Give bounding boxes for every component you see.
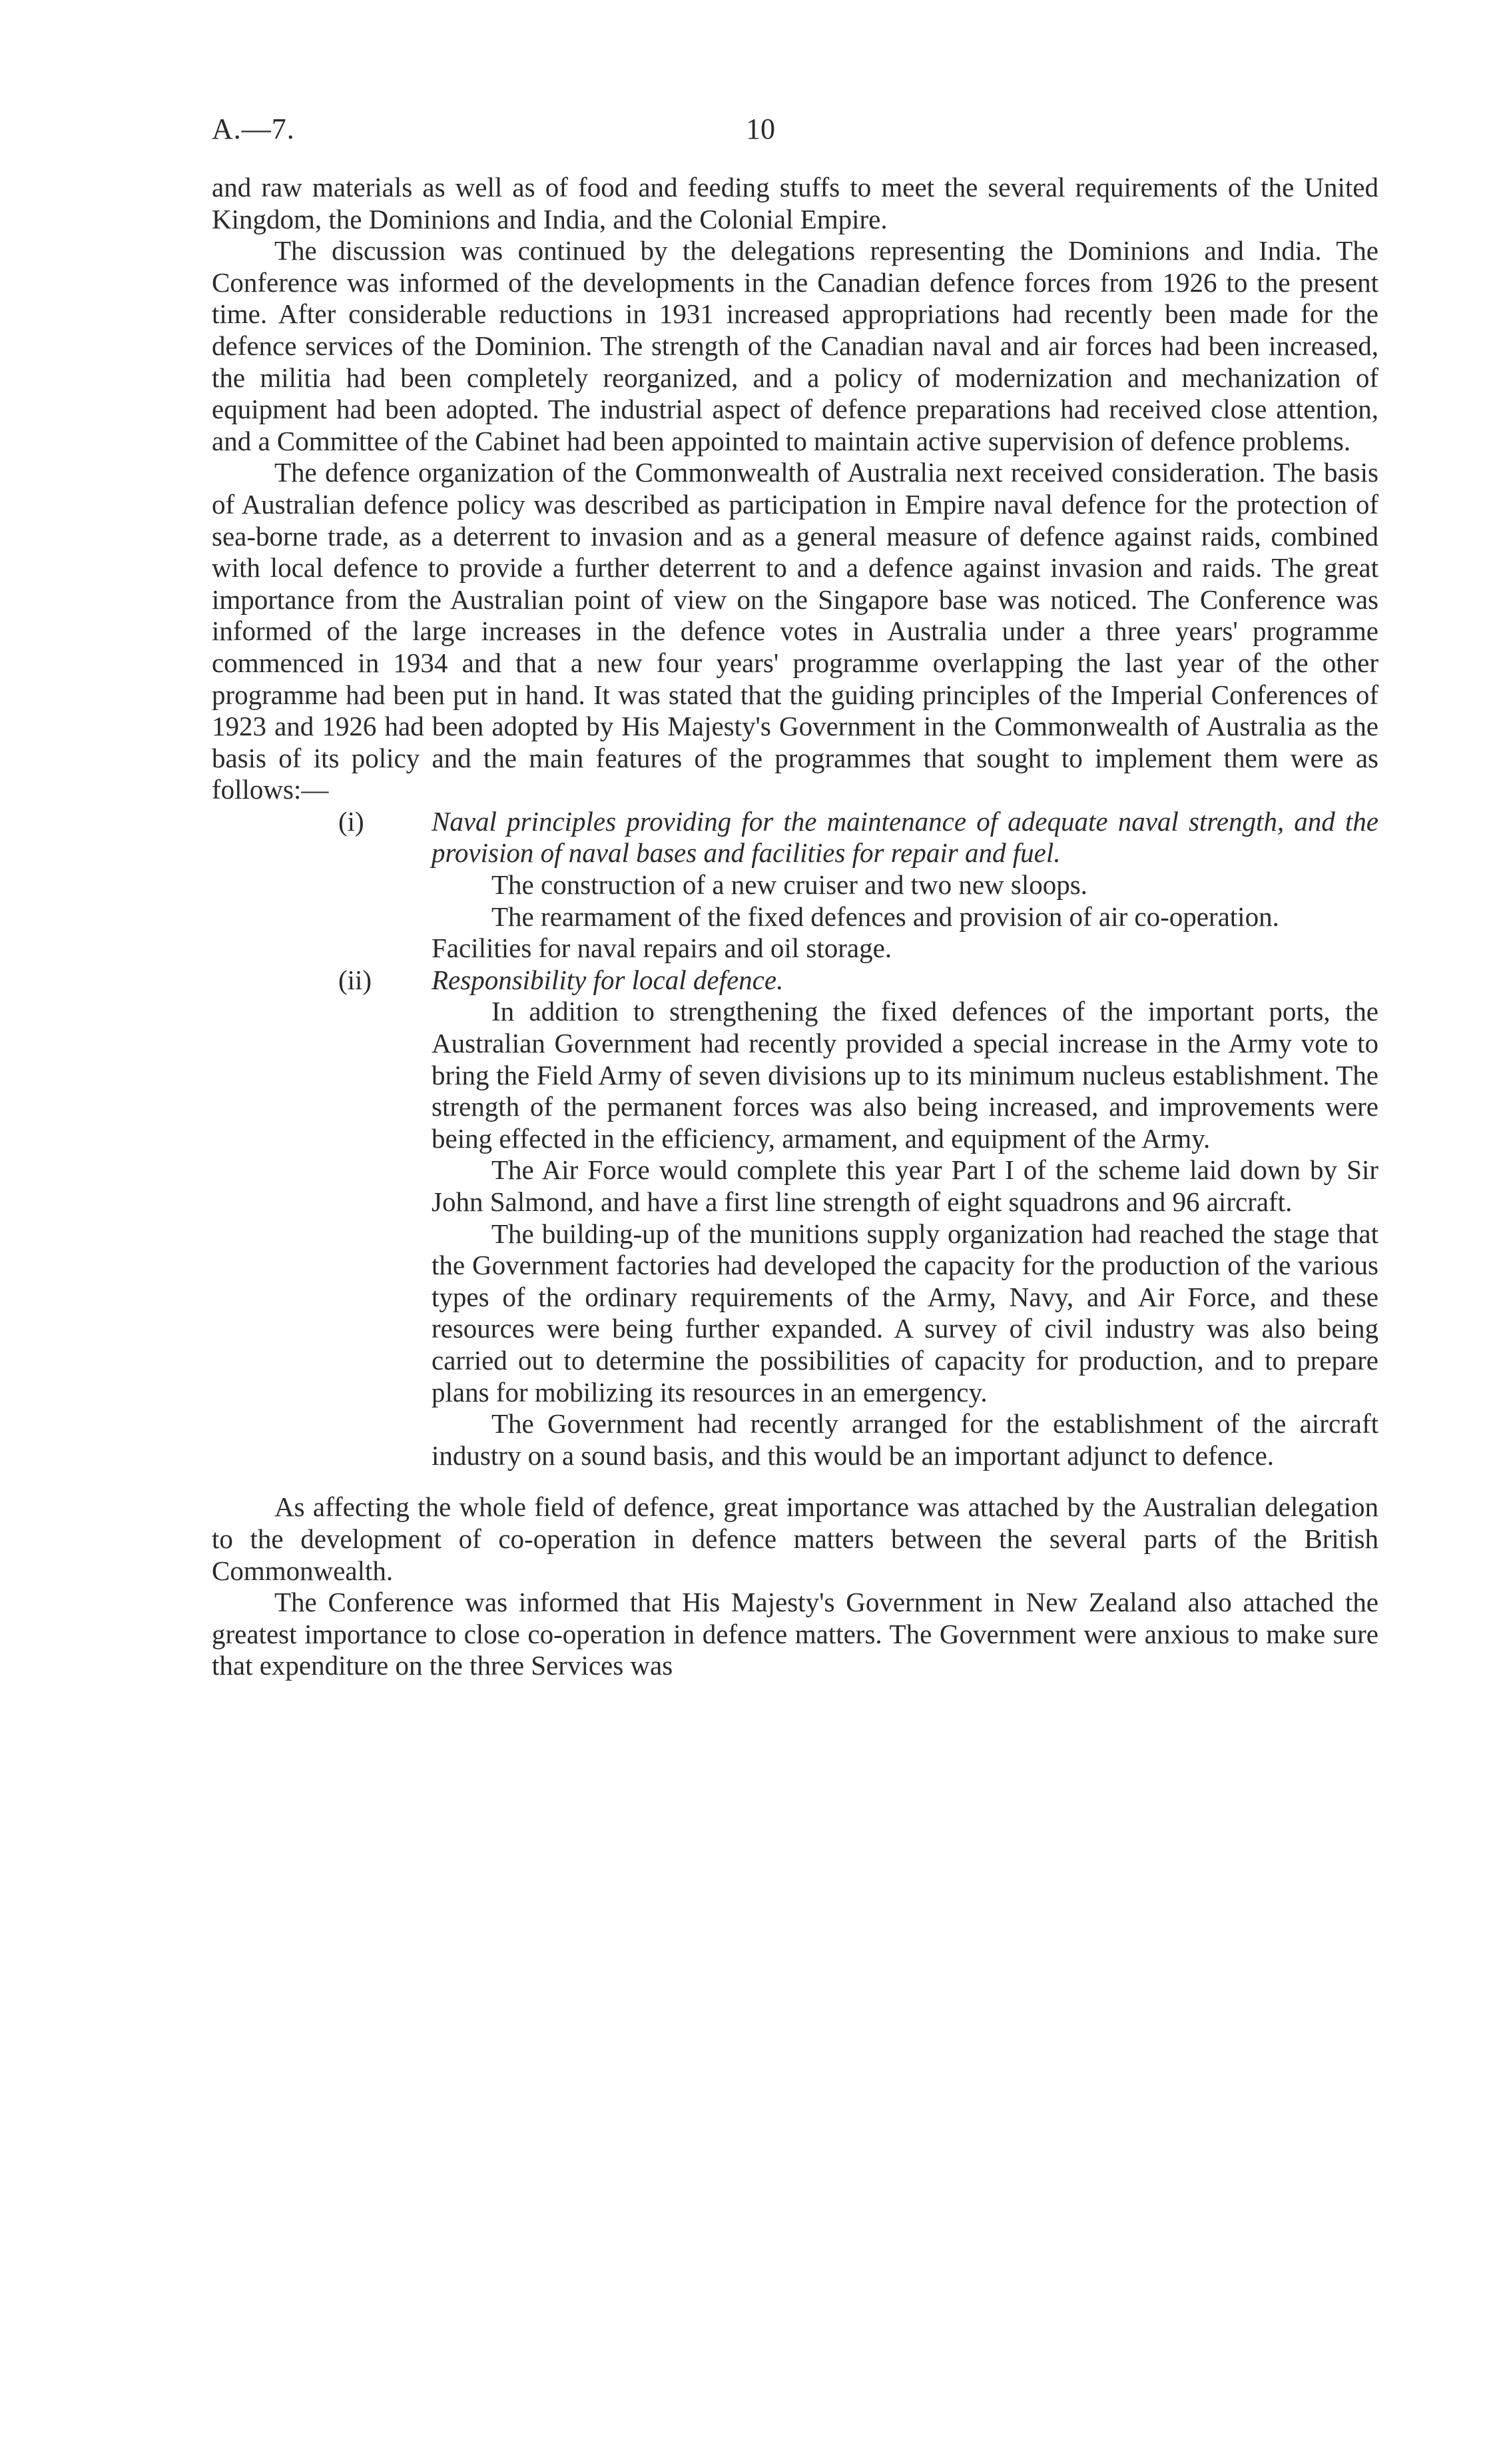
sub-paragraph: The rearmament of the fixed defences and provision of air co-operation. — [491, 901, 1279, 932]
paragraph-cooperation: As affecting the whole field of defence, great importance was attached by the Australian delegation to the development of co-operation in defence matters between the several parts of the British Commonwealth. — [212, 1491, 1378, 1586]
paragraph-new-zealand: The Conference was informed that His Majesty's Government in New Zealand also attached the greatest importance to close co-operation in defence matters. The Government were anxious to make sure that expenditure on the three Services was — [212, 1587, 1378, 1681]
document-code: A.—7. — [212, 113, 295, 145]
list-item-naval-principles — [212, 806, 1378, 965]
list-number: (ii) — [338, 964, 372, 995]
list-item-heading: Naval principles providing for the maintenance of adequate naval strength, and the provision of naval bases and facilities for repair and fuel. — [432, 805, 1378, 869]
page-number: 10 — [746, 113, 775, 145]
list-item-local-defence — [212, 965, 1378, 1472]
sub-paragraph: The Air Force would complete this year Part I of the scheme laid down by Sir John Salmond, and have a first line strength of eight squadrons and 96 aircraft. — [432, 1154, 1378, 1217]
sub-paragraph: In addition to strengthening the fixed defences of the important ports, the Australian Government had recently provided a special increase in the Army vote to bring the Field Army of seven divisions up to its minimum nucleus establishment. The strength of the permanent forces was also being increased, and improvements were being effected in the efficiency, armament, and equipment of the Army. — [432, 996, 1378, 1154]
paragraph-australia: The defence organization of the Commonwealth of Australia next received consideration. The basis of Australian defence policy was described as participation in Empire naval defence for the protection of sea-borne trade, as a deterrent to invasion and as a general measure of defence against raids, combined with local defence to provide a further deterrent to and a defence against invasion and raids. The great importance from the Australian point of view on the Singapore base was noticed. The Conference was informed of the large increases in the defence votes in Australia under a three years' programme commenced in 1934 and that a new four years' programme overlapping the last year of the other programme had been put in hand. It was stated that the guiding principles of the Imperial Conferences of 1923 and 1926 had been adopted by His Majesty's Government in the Commonwealth of Australia as the basis of its policy and the main features of the programmes that sought to implement them were as follows:— — [212, 457, 1378, 805]
sub-paragraph: Facilities for naval repairs and oil storage. — [432, 933, 892, 964]
list-item-heading: Responsibility for local defence. — [432, 964, 784, 995]
list-number: (i) — [338, 805, 364, 837]
paragraph-continuation: and raw materials as well as of food and feeding stuffs to meet the several requirements of the United Kingdom, the Dominions and India, and the Colonial Empire. — [212, 172, 1378, 234]
sub-paragraph: The building-up of the munitions supply organization had reached the stage that the Government factories had developed the capacity for the production of the various types of the ordinary requirements of the Army, Navy, and Air Force, and these resources were being further expanded. A survey of civil industry was also being carried out to determine the possibilities of capacity for production, and to prepare plans for mobilizing its resources in an emergency. — [432, 1218, 1378, 1408]
body-text — [212, 172, 1378, 1682]
sub-paragraph: The Government had recently arranged for the establishment of the aircraft industry on a sound basis, and this would be an important adjunct to defence. — [432, 1408, 1378, 1471]
sub-paragraph: The construction of a new cruiser and two new sloops. — [491, 869, 1087, 901]
section-gap — [212, 1471, 1378, 1491]
paragraph-canada: The discussion was continued by the delegations representing the Dominions and India. The Conference was informed of the developments in the Canadian defence forces from 1926 to the present time. After considerable reductions in 1931 increased appropriations had recently been made for the defence services of the Dominion. The strength of the Canadian naval and air forces had been increased, the militia had been completely reorganized, and a policy of modernization and mechanization of equipment had been adopted. The industrial aspect of defence preparations had received close attention, and a Committee of the Cabinet had been appointed to maintain active supervision of defence problems. — [212, 235, 1378, 456]
